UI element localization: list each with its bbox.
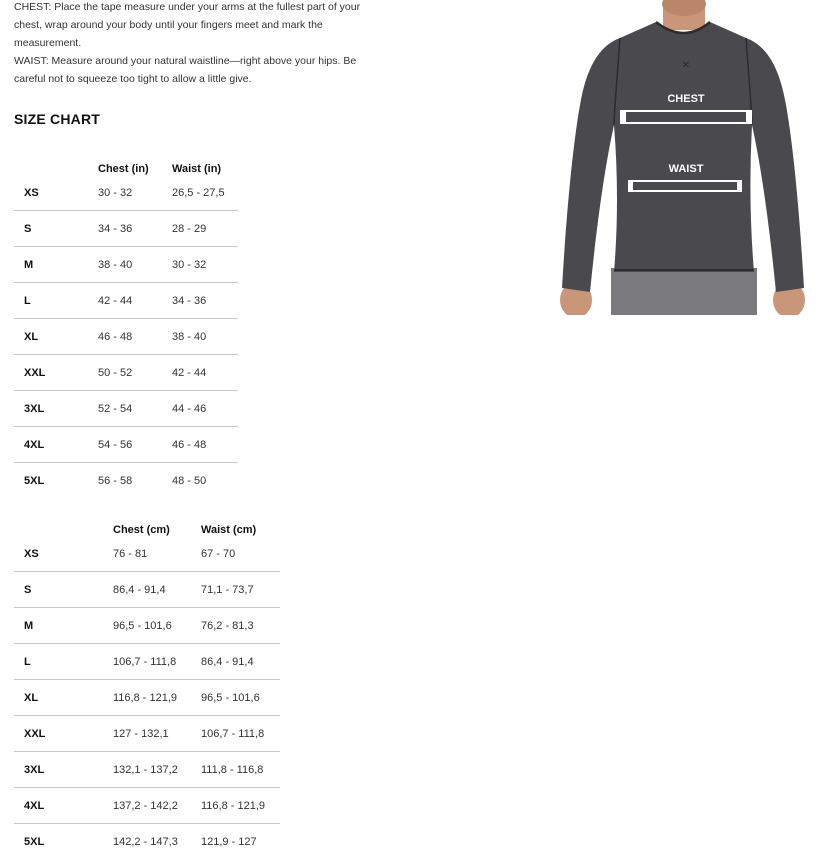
waist-cell: 121,9 - 127 bbox=[201, 824, 280, 859]
chest-cell: 42 - 44 bbox=[98, 283, 172, 319]
table-row bbox=[14, 319, 238, 355]
table-row bbox=[14, 463, 238, 499]
chest-cell: 137,2 - 142,2 bbox=[113, 788, 201, 824]
chest-label: CHEST bbox=[667, 93, 705, 105]
chest-cell: 106,7 - 111,8 bbox=[113, 644, 201, 680]
waist-cell: 71,1 - 73,7 bbox=[201, 572, 280, 608]
table-row bbox=[14, 824, 280, 859]
table-row bbox=[14, 716, 280, 752]
waist-cell: 38 - 40 bbox=[172, 319, 238, 355]
chest-cell: 30 - 32 bbox=[98, 175, 172, 211]
chest-cell: 50 - 52 bbox=[98, 355, 172, 391]
size-cell: 5XL bbox=[14, 824, 113, 859]
size-cell: XL bbox=[14, 319, 98, 355]
size-column-header bbox=[14, 153, 98, 175]
size-cell: 4XL bbox=[14, 788, 113, 824]
size-cell: L bbox=[14, 644, 113, 680]
chest-cell: 56 - 58 bbox=[98, 463, 172, 499]
waist-cell: 111,8 - 116,8 bbox=[201, 752, 280, 788]
size-cell: M bbox=[14, 247, 98, 283]
model-left-sleeve bbox=[562, 38, 620, 292]
chest-cell: 127 - 132,1 bbox=[113, 716, 201, 752]
waist-cell: 42 - 44 bbox=[172, 355, 238, 391]
chest-cell: 116,8 - 121,9 bbox=[113, 680, 201, 716]
size-cell: 5XL bbox=[14, 463, 98, 499]
size-cell: M bbox=[14, 608, 113, 644]
table-row bbox=[14, 355, 238, 391]
chest-cell: 52 - 54 bbox=[98, 391, 172, 427]
waist-cell: 26,5 - 27,5 bbox=[172, 175, 238, 211]
table-row bbox=[14, 536, 280, 572]
size-cell: 3XL bbox=[14, 391, 98, 427]
chest-cell: 142,2 - 147,3 bbox=[113, 824, 201, 859]
waist-column-header: Waist (cm) bbox=[201, 514, 280, 536]
chest-instruction: CHEST: Place the tape measure under your arms at the fullest part of your chest, wrap around your body until your fingers meet and mark the measurement. bbox=[14, 0, 364, 52]
size-table-cm bbox=[14, 514, 280, 859]
waist-instruction: WAIST: Measure around your natural waistline—right above your hips. Be careful not to squeeze too tight to allow a little give. bbox=[14, 52, 364, 88]
table-row bbox=[14, 788, 280, 824]
size-table-inches bbox=[14, 153, 238, 498]
table-row bbox=[14, 247, 238, 283]
chest-cell: 46 - 48 bbox=[98, 319, 172, 355]
model-figure bbox=[558, 0, 808, 315]
table-row bbox=[14, 680, 280, 716]
chest-cell: 86,4 - 91,4 bbox=[113, 572, 201, 608]
table-header-row bbox=[14, 514, 280, 536]
size-cell: S bbox=[14, 211, 98, 247]
waist-cell: 34 - 36 bbox=[172, 283, 238, 319]
chest-cell: 54 - 56 bbox=[98, 427, 172, 463]
size-column-header bbox=[14, 514, 113, 536]
size-cell: XS bbox=[14, 536, 113, 572]
waist-cell: 76,2 - 81,3 bbox=[201, 608, 280, 644]
waist-cell: 28 - 29 bbox=[172, 211, 238, 247]
table-header-row bbox=[14, 153, 238, 175]
table-row bbox=[14, 283, 238, 319]
model-pants bbox=[611, 268, 757, 315]
table-row bbox=[14, 427, 238, 463]
size-cell: XXL bbox=[14, 716, 113, 752]
chest-cell: 96,5 - 101,6 bbox=[113, 608, 201, 644]
size-cell: 3XL bbox=[14, 752, 113, 788]
table-row bbox=[14, 608, 280, 644]
model-right-sleeve bbox=[746, 38, 804, 292]
table-row bbox=[14, 175, 238, 211]
size-cell: 4XL bbox=[14, 427, 98, 463]
waist-measure-inner bbox=[633, 182, 737, 190]
waist-label: WAIST bbox=[669, 163, 704, 175]
measuring-instructions bbox=[14, 0, 364, 88]
chest-column-header: Chest (cm) bbox=[113, 514, 201, 536]
chest-column-header: Chest (in) bbox=[98, 153, 172, 175]
table-row bbox=[14, 211, 238, 247]
size-cell: XL bbox=[14, 680, 113, 716]
size-chart-title: SIZE CHART bbox=[14, 111, 100, 127]
table-row bbox=[14, 644, 280, 680]
waist-cell: 86,4 - 91,4 bbox=[201, 644, 280, 680]
chest-cell: 132,1 - 137,2 bbox=[113, 752, 201, 788]
chest-cell: 38 - 40 bbox=[98, 247, 172, 283]
waist-cell: 116,8 - 121,9 bbox=[201, 788, 280, 824]
waist-cell: 48 - 50 bbox=[172, 463, 238, 499]
size-cell: L bbox=[14, 283, 98, 319]
waist-cell: 67 - 70 bbox=[201, 536, 280, 572]
table-row bbox=[14, 572, 280, 608]
size-cell: S bbox=[14, 572, 113, 608]
chest-cell: 76 - 81 bbox=[113, 536, 201, 572]
size-cell: XXL bbox=[14, 355, 98, 391]
chest-cell: 34 - 36 bbox=[98, 211, 172, 247]
waist-cell: 44 - 46 bbox=[172, 391, 238, 427]
waist-cell: 46 - 48 bbox=[172, 427, 238, 463]
waist-cell: 106,7 - 111,8 bbox=[201, 716, 280, 752]
waist-cell: 96,5 - 101,6 bbox=[201, 680, 280, 716]
table-row bbox=[14, 391, 238, 427]
waist-column-header: Waist (in) bbox=[172, 153, 238, 175]
table-row bbox=[14, 752, 280, 788]
brand-logo-icon: ✕ bbox=[682, 60, 690, 71]
size-cell: XS bbox=[14, 175, 98, 211]
chest-measure-inner bbox=[626, 112, 746, 122]
waist-cell: 30 - 32 bbox=[172, 247, 238, 283]
